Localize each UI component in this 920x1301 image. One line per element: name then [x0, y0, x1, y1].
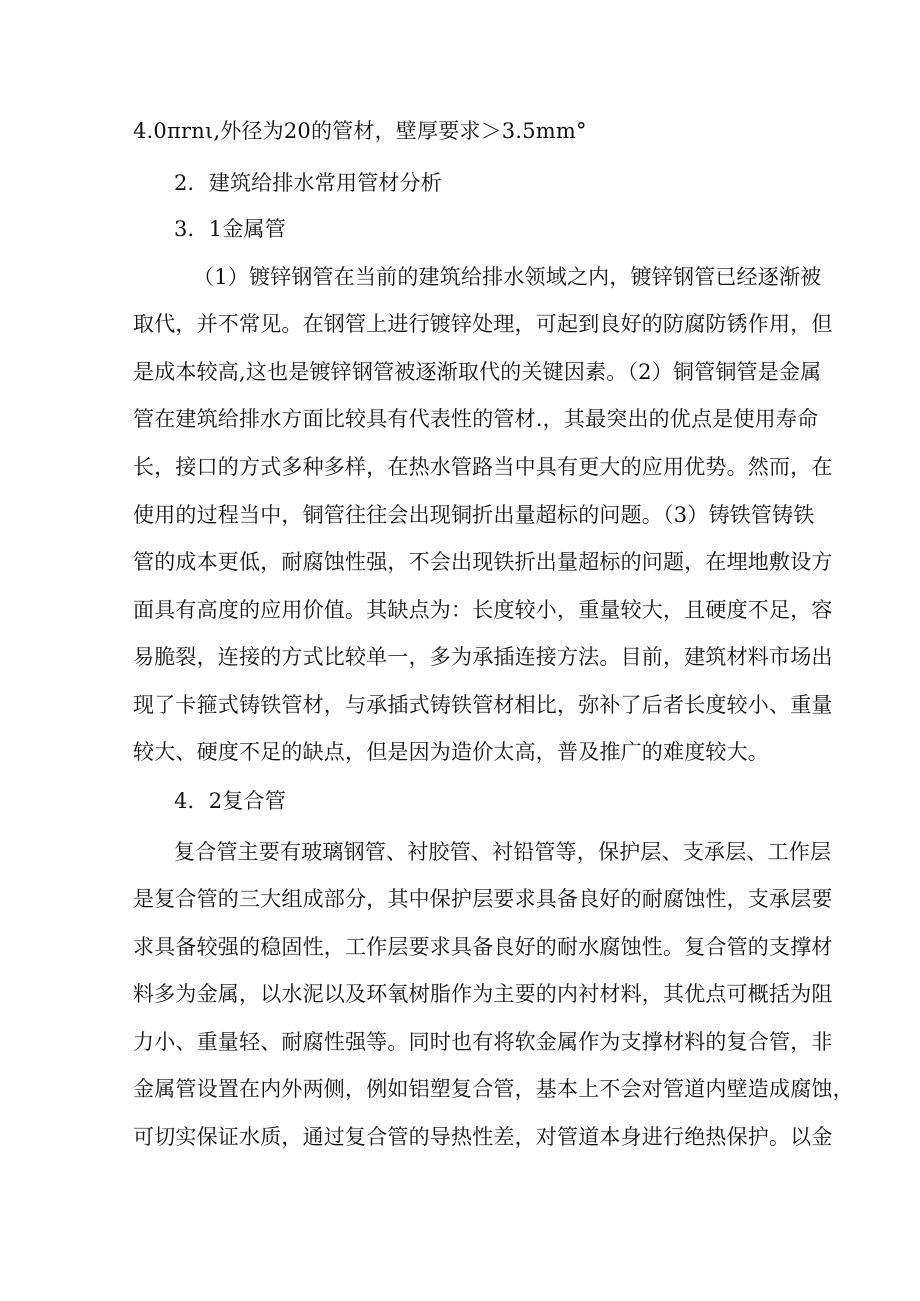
- paragraph-line: 易脆裂，连接的方式比较单一，多为承插连接方法。目前，建筑材料市场出: [133, 645, 833, 669]
- paragraph-line: 复合管主要有玻璃钢管、衬胶管、衬铅管等，保护层、支承层、工作层: [174, 840, 832, 864]
- paragraph-line: 金属管设置在内外两侧，例如铝塑复合管，基本上不会对管道内壁造成腐蚀，: [133, 1077, 854, 1101]
- paragraph-line: 长，接口的方式多种多样，在热水管路当中具有更大的应用优势。然而，在: [133, 455, 833, 479]
- paragraph-line: 较大、硬度不足的缺点，但是因为造价太高，普及推广的难度较大。: [133, 740, 769, 764]
- paragraph-line: 力小、重量轻、耐腐性强等。同时也有将软金属作为支撑材料的复合管，非: [133, 1030, 833, 1054]
- subsection-heading-3-1: 3．1金属管: [174, 217, 286, 241]
- paragraph-line: 使用的过程当中，铜管往往会出现铜折出量超标的问题。（3）铸铁管铸铁: [133, 503, 815, 527]
- paragraph-line: 现了卡箍式铸铁管材，与承插式铸铁管材相比，弥补了后者长度较小、重量: [133, 693, 833, 717]
- paragraph-line: 面具有高度的应用价值。其缺点为：长度较小，重量较大，且硬度不足，容: [133, 598, 833, 622]
- paragraph-line: 是复合管的三大组成部分，其中保护层要求具备良好的耐腐蚀性，支承层要: [133, 887, 833, 911]
- paragraph-line: 管在建筑给排水方面比较具有代表性的管材.，其最突出的优点是使用寿命: [133, 407, 819, 431]
- paragraph-line: 管的成本更低，耐腐蚀性强，不会出现铁折出量超标的问题，在埋地敷设方: [133, 550, 833, 574]
- text-line-continuation: 4.0πrnι,外径为20的管材，壁厚要求＞3.5mm°: [133, 119, 587, 143]
- subsection-heading-4-2: 4．2复合管: [174, 789, 286, 813]
- paragraph-line: 取代，并不常见。在钢管上进行镀锌处理，可起到良好的防腐防锈作用，但: [133, 312, 833, 336]
- paragraph-line: 求具备较强的稳固性，工作层要求具备良好的耐水腐蚀性。复合管的支撑材: [133, 935, 833, 959]
- paragraph-line: （1）镀锌钢管在当前的建筑给排水领域之内，镀锌钢管已经逐渐被: [193, 265, 822, 289]
- paragraph-line: 是成本较高,这也是镀锌钢管被逐渐取代的关键因素。（2）铜管铜管是金属: [133, 360, 822, 384]
- section-heading-2: 2．建筑给排水常用管材分析: [174, 171, 442, 195]
- paragraph-line: 料多为金属，以水泥以及环氧树脂作为主要的内衬材料，其优点可概括为阻: [133, 982, 833, 1006]
- paragraph-line: 可切实保证水质，通过复合管的导热性差，对管道本身进行绝热保护。以金: [133, 1125, 833, 1149]
